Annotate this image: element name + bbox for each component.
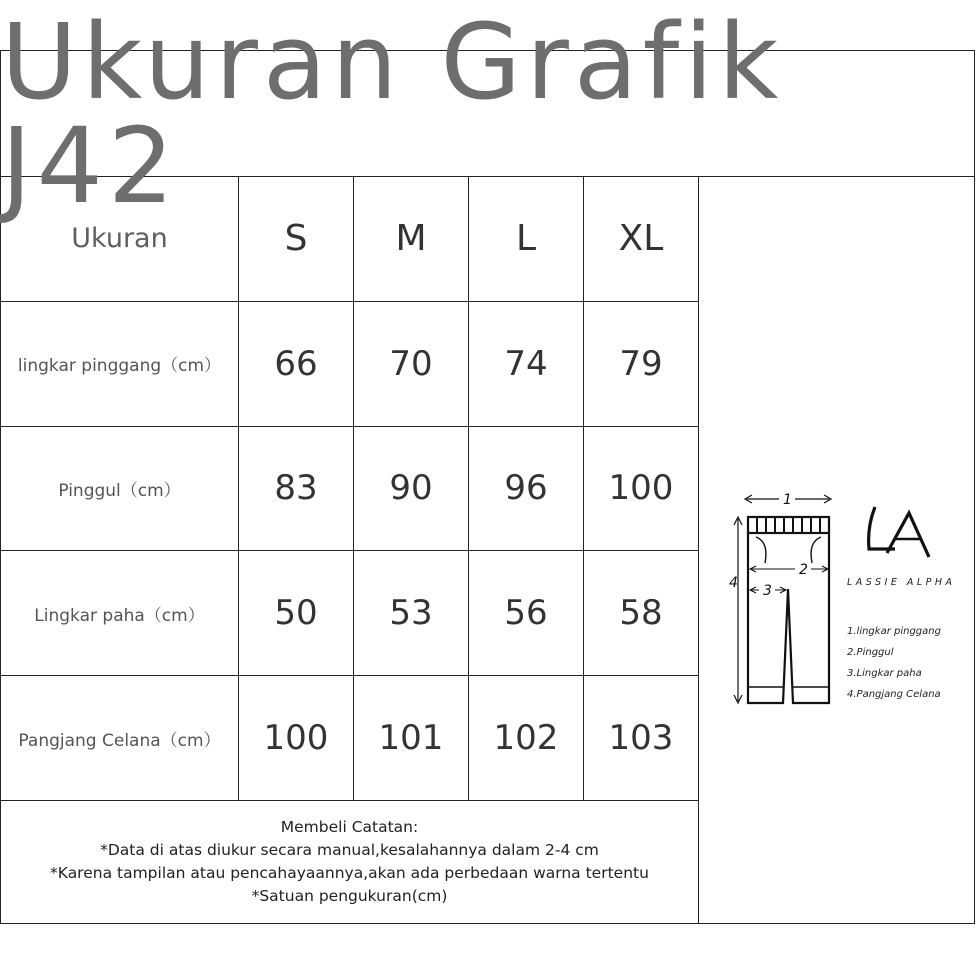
value-cell <box>239 676 354 801</box>
measurement-legend <box>847 621 941 705</box>
value-cell <box>354 676 469 801</box>
measurement-value: 58 <box>619 593 663 634</box>
measurement-value: 96 <box>504 468 548 509</box>
row-label: Lingkar paha（cm） <box>34 605 205 626</box>
marker-3-label: 3 <box>763 583 772 599</box>
value-cell <box>584 302 699 427</box>
value-cell <box>584 427 699 552</box>
row-label: Pinggul（cm） <box>58 480 181 501</box>
notes-heading: Membeli Catatan: <box>280 818 419 836</box>
marker-1-label: 1 <box>783 492 792 508</box>
size-label: L <box>515 218 537 260</box>
measurement-value: 103 <box>608 718 674 759</box>
value-cell <box>584 676 699 801</box>
value-cell <box>239 427 354 552</box>
measurement-value: 70 <box>389 343 433 384</box>
measurement-value: 100 <box>263 718 329 759</box>
size-label: M <box>395 218 427 260</box>
measurement-value: 66 <box>274 343 318 384</box>
measurement-value: 79 <box>619 343 663 384</box>
value-cell <box>239 551 354 676</box>
header-cell-label <box>1 177 239 302</box>
value-cell <box>354 302 469 427</box>
size-table <box>1 177 699 801</box>
measurement-value: 56 <box>504 593 548 634</box>
size-label: XL <box>618 218 664 260</box>
measurement-value: 100 <box>608 468 674 509</box>
header-cell-size <box>469 177 584 302</box>
row-label-cell <box>1 427 239 552</box>
page-title: Ukuran Grafik J42 <box>1 0 784 227</box>
legend-item: 1.lingkar pinggang <box>847 626 941 637</box>
measurement-value: 102 <box>493 718 559 759</box>
row-label-cell <box>1 551 239 676</box>
measurement-value: 74 <box>504 343 548 384</box>
header-cell-size <box>239 177 354 302</box>
row-label-cell <box>1 302 239 427</box>
value-cell <box>469 302 584 427</box>
measurement-value: 90 <box>389 468 433 509</box>
note-line: *Satuan pengukuran(cm) <box>251 887 448 905</box>
marker-2-label: 2 <box>799 562 808 578</box>
row-label-cell <box>1 676 239 801</box>
value-cell <box>354 551 469 676</box>
measurement-value: 83 <box>274 468 318 509</box>
value-cell <box>239 302 354 427</box>
value-cell <box>354 427 469 552</box>
notes-section <box>1 801 699 923</box>
value-cell <box>469 551 584 676</box>
measurement-value: 50 <box>274 593 318 634</box>
value-cell <box>584 551 699 676</box>
legend-item: 3.Lingkar paha <box>847 668 922 679</box>
row-label: Pangjang Celana（cm） <box>18 730 221 751</box>
value-cell <box>469 427 584 552</box>
measurement-value: 101 <box>378 718 444 759</box>
chart-title-banner <box>1 0 974 227</box>
measurement-value: 53 <box>389 593 433 634</box>
note-line: *Data di atas diukur secara manual,kesalahannya dalam 2-4 cm <box>100 841 599 859</box>
value-cell <box>469 676 584 801</box>
note-line: *Karena tampilan atau pencahayaannya,akan ada perbedaan warna tertentu <box>50 864 649 882</box>
legend-item: 2.Pinggul <box>847 647 894 658</box>
legend-item: 4.Pangjang Celana <box>847 689 941 700</box>
marker-4-label: 4 <box>729 575 738 591</box>
size-label: S <box>284 218 308 260</box>
header-label: Ukuran <box>71 223 168 255</box>
measurement-guide-panel <box>699 177 974 923</box>
pants-measurement-diagram <box>699 177 974 923</box>
row-label: lingkar pinggang（cm） <box>17 356 222 377</box>
header-cell-size <box>354 177 469 302</box>
header-cell-size <box>584 177 699 302</box>
brand-name: LASSIE ALPHA <box>847 577 956 588</box>
